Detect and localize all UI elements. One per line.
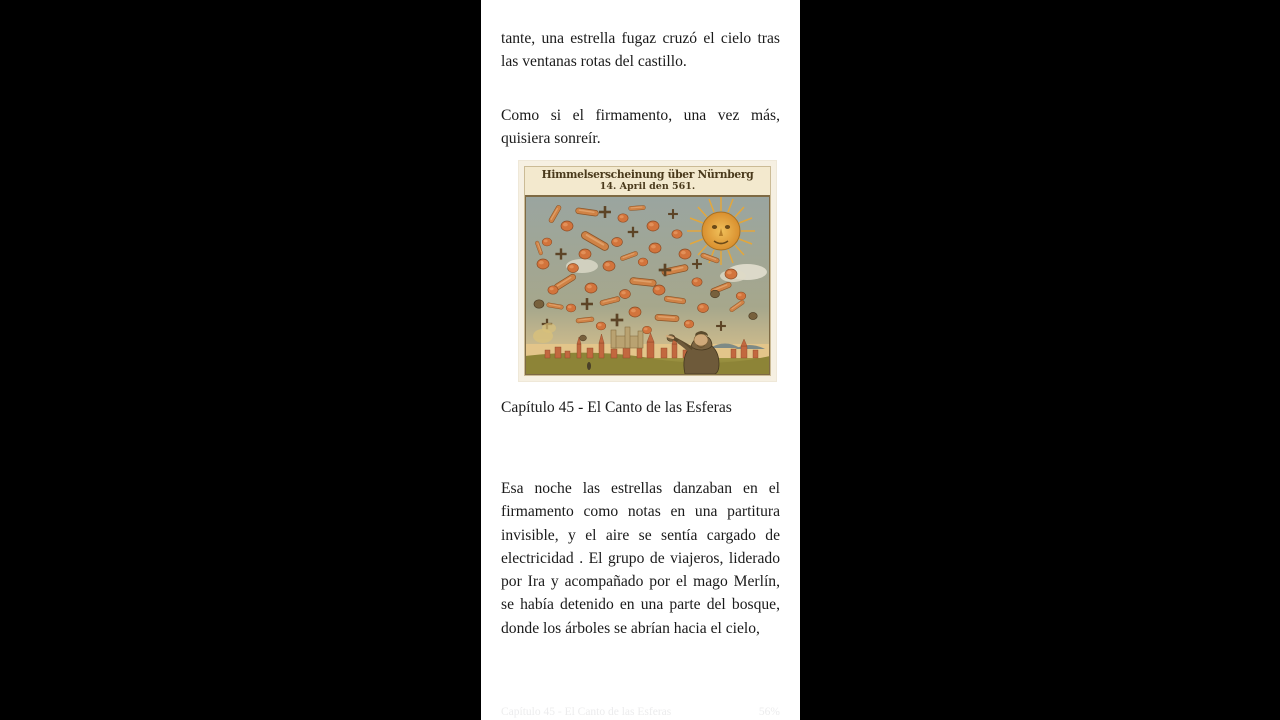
woodcut-title-line-1: Himmelserscheinung über Nürnberg <box>541 168 754 181</box>
chapter-caption: Capítulo 45 - El Canto de las Esferas <box>501 399 732 416</box>
reader-footer <box>501 706 780 720</box>
woodcut-title-band <box>525 167 770 196</box>
nuremberg-woodcut-image[interactable] <box>525 167 770 375</box>
footer-progress-percent: 56% <box>758 706 780 718</box>
page-content <box>501 0 780 720</box>
paragraph-2: Como si el firmamento, una vez más, quisiera sonreír. <box>501 107 780 148</box>
reader-page[interactable] <box>481 0 800 720</box>
woodcut-scene <box>525 196 770 375</box>
paragraph-1: tante, una estrella fugaz cruzó el cielo tras las ventanas rotas del castillo. <box>501 30 780 71</box>
footer-chapter-label: Capítulo 45 - El Canto de las Esferas <box>501 706 672 718</box>
illustration-frame[interactable] <box>518 160 777 382</box>
paragraph-3: Esa noche las estrellas danzaban en el firmamento como notas en una partitura invisible, y el aire se sentía cargado de electricidad . El grupo de viajeros, liderado por Ira y acompañado por el mago Merlín, se había detenido en una parte del bosque, donde los árboles se abrían hacia el cielo, <box>501 480 780 637</box>
woodcut-title-line-2: 14. April den 561. <box>599 181 696 192</box>
